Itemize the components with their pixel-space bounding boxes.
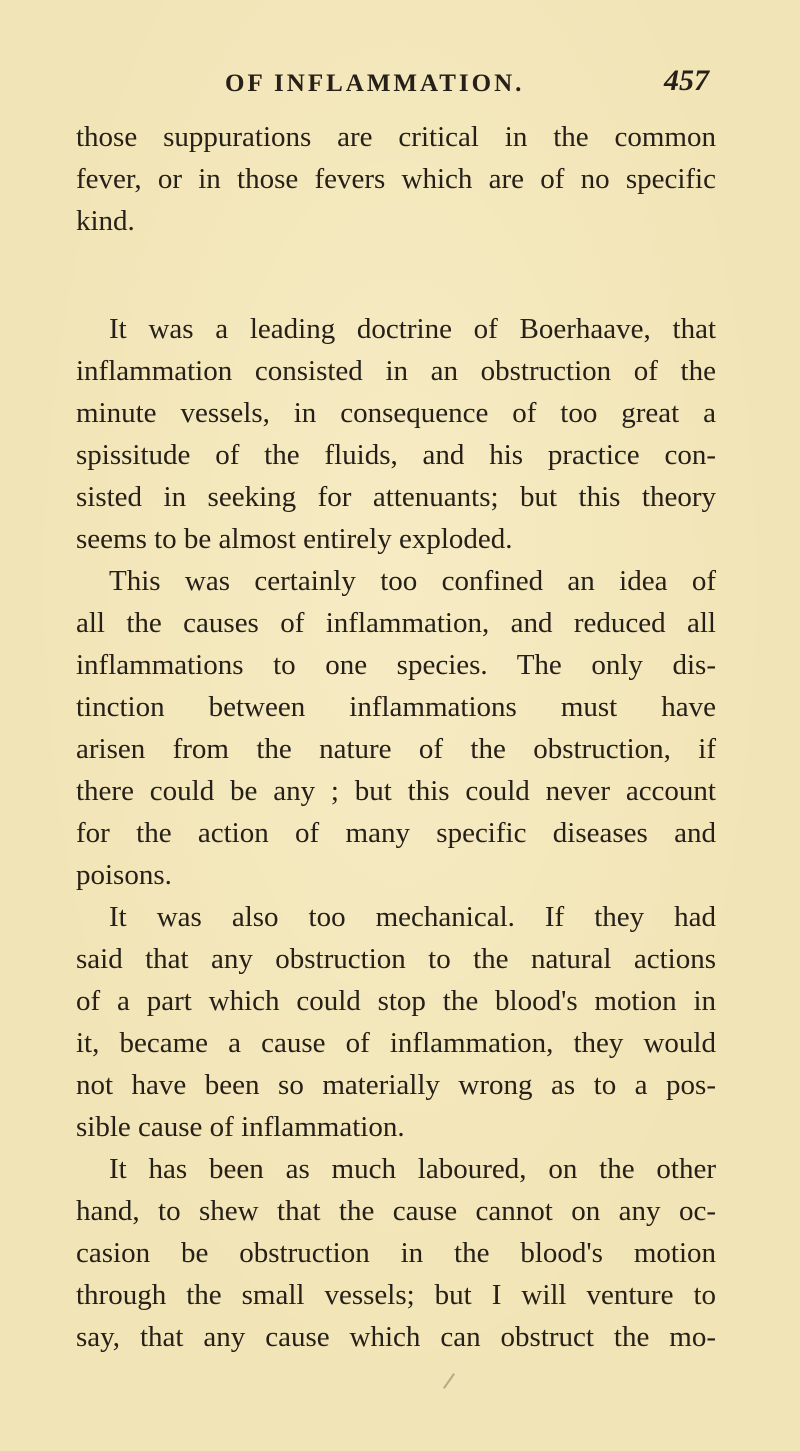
running-head bbox=[0, 60, 800, 100]
text-line: It was also too mechanical. If they had bbox=[109, 901, 716, 933]
text-line: not have been so materially wrong as to a pos- bbox=[76, 1069, 716, 1101]
page-number: 457 bbox=[664, 64, 709, 97]
paragraph-gap bbox=[76, 242, 716, 308]
text-line: fever, or in those fevers which are of no specific bbox=[76, 163, 716, 195]
text-line: those suppurations are critical in the common bbox=[76, 121, 716, 153]
text-line: sisted in seeking for attenuants; but this theory bbox=[76, 481, 716, 513]
body-text bbox=[76, 116, 716, 1358]
paper-mark bbox=[443, 1373, 455, 1389]
text-line: through the small vessels; but I will venture to bbox=[76, 1279, 716, 1311]
text-line: say, that any cause which can obstruct the mo- bbox=[76, 1321, 716, 1353]
text-line: spissitude of the fluids, and his practice con- bbox=[76, 439, 716, 471]
text-line: of a part which could stop the blood's motion in bbox=[76, 985, 716, 1017]
text-line: it, became a cause of inflammation, they would bbox=[76, 1027, 716, 1059]
text-line: hand, to shew that the cause cannot on any oc- bbox=[76, 1195, 716, 1227]
text-line: said that any obstruction to the natural actions bbox=[76, 943, 716, 975]
text-line: tinction between inflammations must have bbox=[76, 691, 716, 723]
text-line: poisons. bbox=[76, 859, 172, 891]
text-line: This was certainly too confined an idea of bbox=[109, 565, 716, 597]
text-line: It was a leading doctrine of Boerhaave, that bbox=[109, 313, 716, 345]
text-line: inflammation consisted in an obstruction of the bbox=[76, 355, 716, 387]
text-line: seems to be almost entirely exploded. bbox=[76, 523, 513, 555]
text-line: all the causes of inflammation, and reduced all bbox=[76, 607, 716, 639]
text-line: It has been as much laboured, on the other bbox=[109, 1153, 716, 1185]
text-line: for the action of many specific diseases and bbox=[76, 817, 716, 849]
text-line: sible cause of inflammation. bbox=[76, 1111, 405, 1143]
text-line: inflammations to one species. The only dis- bbox=[76, 649, 716, 681]
text-line: there could be any ; but this could never account bbox=[76, 775, 716, 807]
text-line: casion be obstruction in the blood's motion bbox=[76, 1237, 716, 1269]
text-line: minute vessels, in consequence of too great a bbox=[76, 397, 716, 429]
running-head-title: OF INFLAMMATION. bbox=[225, 70, 525, 97]
text-line: arisen from the nature of the obstruction, if bbox=[76, 733, 716, 765]
text-line: kind. bbox=[76, 205, 135, 237]
